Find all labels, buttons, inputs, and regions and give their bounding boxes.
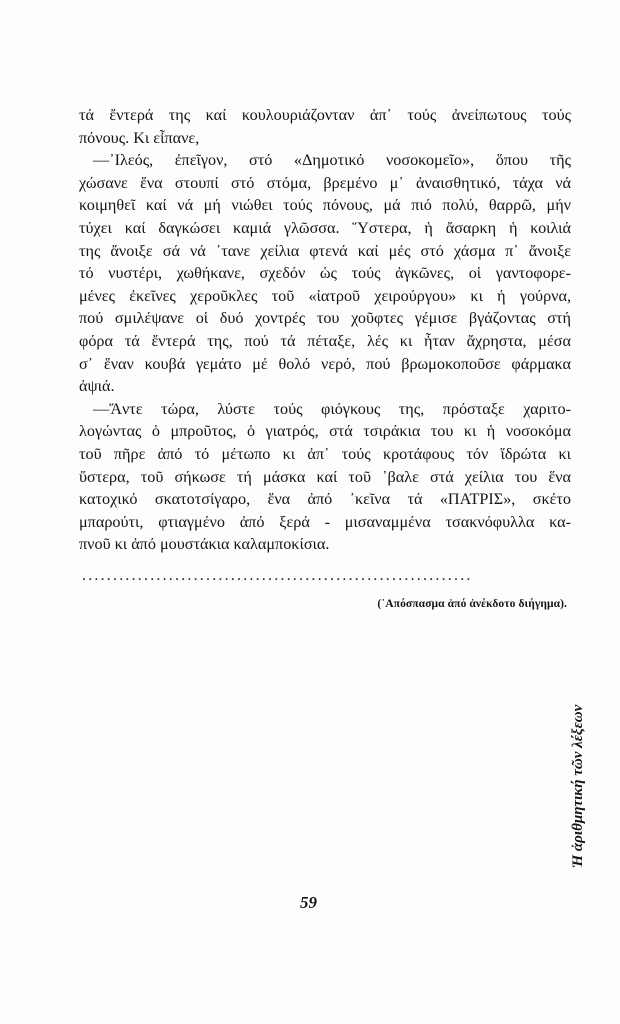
- page-number: 59: [300, 893, 317, 912]
- text-line: τύχει καί δαγκώσει καμιά γλῶσσα. Ὕστερα, ἡ ἄσαρκη ἡ κοιλιά: [79, 218, 571, 237]
- dotted-separator: ...............................................................: [82, 567, 473, 584]
- text-line: πού σμιλέψανε οἱ δυό χοντρές του χοῦφτες γέμισε βγάζοντας στή: [79, 309, 571, 328]
- source-note: (᾿Απόσπασμα ἀπό ἀνέκδοτο διήγημα).: [377, 598, 567, 610]
- text-line: σ᾿ ἕναν κουβά γεμάτο μέ θολό νερό, πού βρωμοκοποῦσε φάρμακα: [79, 354, 571, 373]
- text-line: της ἄνοιξε σά νά ᾿τανε χείλια φτενά καί μές στό χάσμα π᾿ ἄνοιξε: [79, 241, 571, 260]
- text-line: μπαρούτι, φτιαγμένο ἀπό ξερά - μισαναμμένα τσακνόφυλλα κα-: [79, 512, 571, 531]
- text-line: τοῦ πῆρε ἀπό τό μέτωπο κι ἀπ᾿ τούς κροτάφους τόν ἵδρώτα κι: [79, 444, 571, 463]
- text-line: κατοχικό σκατοτσίγαρο, ἕνα ἀπό ᾿κεῖνα τά «ΠΑΤΡΙΣ», σκέτο: [79, 490, 571, 509]
- text-line: —᾿Ιλεός, ἐπεῖγον, στό «Δημοτικό νοσοκομεῖο», ὅπου τῆς: [93, 151, 571, 170]
- text-line: ὕστερα, τοῦ σήκωσε τή μάσκα καί τοῦ ᾿βαλε στά χείλια του ἕνα: [79, 467, 571, 486]
- text-line: —Ἄντε τώρα, λύστε τούς φιόγκους της, πρόσταξε χαριτο-: [93, 399, 571, 418]
- text-line: ἀψιά.: [79, 377, 115, 396]
- text-line: πνοῦ κι ἀπό μουστάκια καλαμποκίσια.: [79, 535, 330, 554]
- text-line: φόρα τά ἔντερά της, πού τά πέταξε, λές κι ἦταν ἄχρηστα, μέσα: [79, 331, 571, 350]
- text-line: τό νυστέρι, χωθήκανε, σχεδόν ὡς τούς ἀγκῶνες, οἱ γαντοφορε-: [79, 264, 571, 283]
- text-line: λογώντας ὁ μπροῦτος, ὁ γιατρός, στά τσιράκια του κι ἡ νοσοκόμα: [79, 422, 571, 441]
- text-line: μένες ἐκεῖνες χεροῦκλες τοῦ «ἰατροῦ χειρούργου» κι ἡ γούρνα,: [79, 286, 571, 305]
- running-title: Ἡ ἀριθμητική τῶν λέξεων: [570, 704, 586, 868]
- text-line: πόνους. Κι εἶπανε,: [79, 128, 200, 147]
- text-line: κοιμηθεῖ καί νά μή νιώθει τούς πόνους, μά πιό πολύ, θαρρῶ, μήν: [79, 196, 571, 215]
- body-text: [79, 104, 571, 556]
- text-line: τά ἔντερά της καί κουλουριάζονταν ἀπ᾿ τούς ἀνείπωτους τούς: [79, 106, 571, 124]
- text-line: χώσανε ἕνα στουπί στό στόμα, βρεμένο μ᾿ ἀναισθητικό, τάχα νά: [79, 173, 571, 192]
